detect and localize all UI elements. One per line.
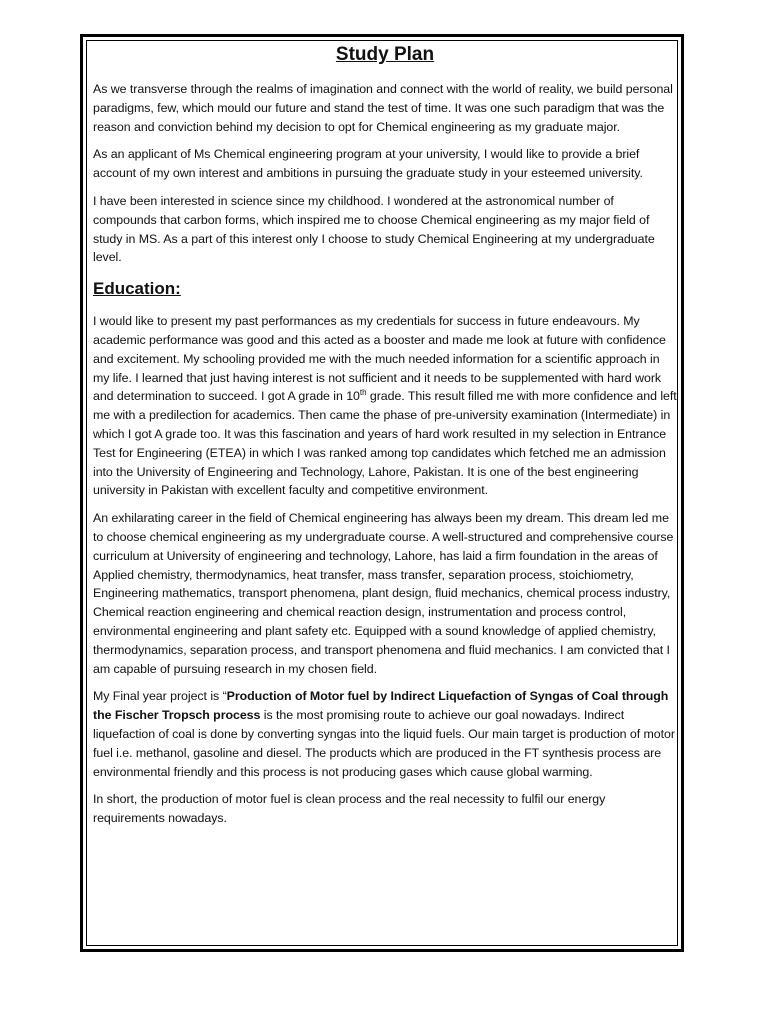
education-paragraph-3 (93, 687, 677, 781)
document-body (93, 44, 677, 837)
project-intro-text: My Final year project is “ (93, 689, 227, 704)
education-p1-part-b: grade. This result filled me with more confidence and left me with a predilection for academics. Then came the phase of pre-university examination (Intermediate) in which I got A grade too. It was this fascination and years of hard work resulted in my selection in Entrance Test for Engineering (ETEA) in which I was ranked among top candidates which fetched me an admission into the University of Engineering and Technology, Lahore, Pakistan. It is one of the best engineering university in Pakistan with excellent faculty and competitive environment. (93, 389, 677, 498)
education-p1-part-a: I would like to present my past performances as my credentials for success in future endeavours. My academic performance was good and this acted as a booster and made me look at future with confidence and excitement. My schooling provided me with the much needed information for a scientific approach in my life. I learned that just having interest is not sufficient and it needs to be supplemented with hard work and determination to succeed. I got A grade in 10 (93, 314, 666, 404)
superscript-th: th (359, 388, 367, 398)
education-paragraph-4: In short, the production of motor fuel is clean process and the real necessity to fulfil our energy requirements nowadays. (93, 792, 606, 826)
education-heading: Education: (93, 279, 181, 299)
education-paragraph-2: An exhilarating career in the field of Chemical engineering has always been my dream. This dream led me to choose chemical engineering as my undergraduate course. A well-structured and comprehensive course curriculum at University of engineering and technology, Lahore, has laid a firm foundation in the areas of Applied chemistry, thermodynamics, heat transfer, mass transfer, separation process, stoichiometry, Engineering mathematics, transport phenomena, plant design, fluid mechanics, chemical process industry, Chemical reaction engineering and chemical reaction design, instrumentation and process control, environmental engineering and plant safety etc. Equipped with a sound knowledge of applied chemistry, thermodynamics, separation process, and transport phenomena and fluid mechanics. I am convicted that I am capable of pursuing research in my chosen field. (93, 511, 674, 676)
intro-paragraph-2: As an applicant of Ms Chemical engineering program at your university, I would like to provide a brief account of my own interest and ambitions in pursuing the graduate study in your esteemed university. (93, 147, 643, 181)
education-paragraph-1 (93, 312, 677, 500)
document-title: Study Plan (335, 44, 435, 65)
project-title-bold: Production of Motor fuel by Indirect Liquefaction of Syngas of Coal through the Fischer Tropsch process (93, 689, 669, 723)
project-description-text: is the most promising route to achieve our goal nowadays. Indirect liquefaction of coal is done by converting syngas into the liquid fuels. Our main target is production of motor fuel i.e. methanol, gasoline and diesel. The products which are produced in the FT synthesis process are environmental friendly and this process is not producing gases which cause global warming. (93, 708, 675, 779)
intro-paragraph-1: As we transverse through the realms of imagination and connect with the world of reality, we build personal paradigms, few, which mould our future and stand the test of time. It was one such paradigm that was the reason and conviction behind my decision to opt for Chemical engineering as my graduate major. (93, 82, 673, 134)
intro-paragraph-3: I have been interested in science since my childhood. I wondered at the astronomical number of compounds that carbon forms, which inspired me to choose Chemical engineering as my major field of study in MS. As a part of this interest only I choose to study Chemical Engineering at my undergraduate level. (93, 193, 655, 265)
